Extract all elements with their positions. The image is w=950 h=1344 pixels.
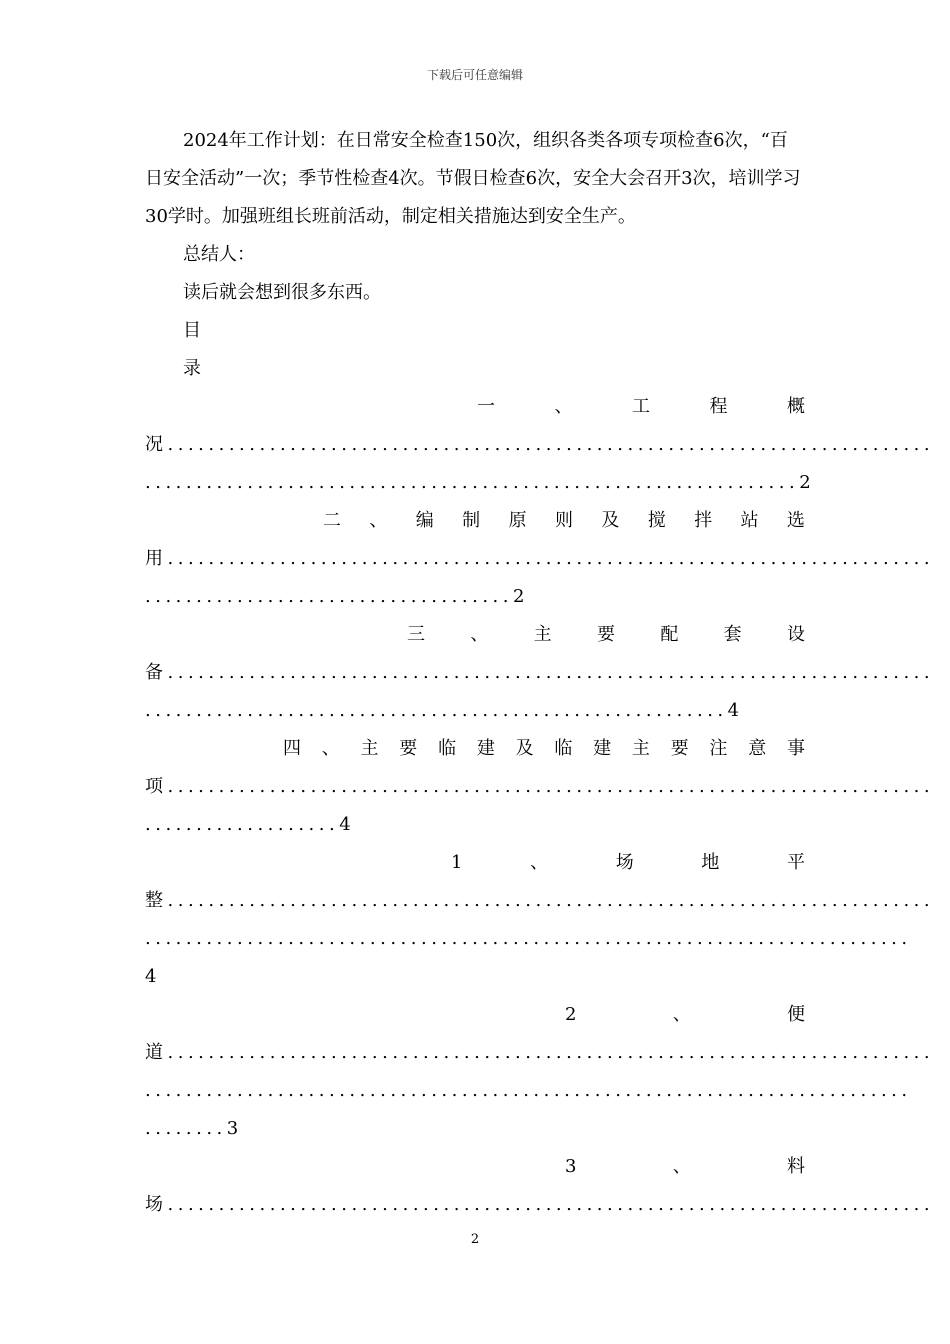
toc-leader: 道........................................................................... [145,1042,935,1063]
toc-leader: 况........................................................................... [145,434,935,455]
toc-leader: ........3 [145,1118,243,1139]
toc-title: 二 、 编 制 原 则 及 搅 拌 站 选 [323,510,805,531]
toc-leader: 项........................................................................... [145,776,935,797]
toc-leader: ................................................................2 [145,472,816,493]
toc-leader: ...................4 [145,814,356,835]
plan-paragraph: 2024年工作计划：在日常安全检查150次，组织各类各项专项检查6次，“百日安全活动”一次；季节性检查4次。节假日检查6次，安全大会召开3次，培训学习30学时。加强班组长班前活动，制定相关措施达到安全生产。 [145,130,801,227]
toc-entry-6 [145,996,935,1148]
toc-title: 3 、 料 [565,1156,805,1177]
toc-leader: 备........................................................................... [145,662,935,683]
toc-leader: 用........................................................................... [145,548,935,569]
toc-entry-1 [145,388,935,502]
toc-title: 四 、 主 要 临 建 及 临 建 主 要 注 意 事 [283,738,805,759]
toc-entry-2 [145,502,935,616]
toc-leader: ....................................2 [145,586,529,607]
toc-title: 一 、 工 程 概 [477,396,805,417]
toc-heading-char-1: 目 [183,320,201,341]
toc-title: 2 、 便 [565,1004,805,1025]
toc-leader: ........................................................................... [145,1080,912,1101]
toc-leader: .........................................................4 [145,700,744,721]
reflection-text: 读后就会想到很多东西。 [183,282,381,303]
document-body [145,122,935,1224]
toc-leader: 整........................................................................... [145,890,935,911]
page-number: 2 [470,1232,480,1247]
toc-entry-3 [145,616,935,730]
summary-label: 总结人： [183,244,255,265]
toc-entry-4 [145,730,935,844]
page-header: 下载后可任意编辑 [426,68,523,82]
toc-page-number: 4 [145,966,161,987]
toc-leader: 场........................................................................... [145,1194,935,1215]
toc-entry-5 [145,844,935,996]
toc-title: 1 、 场 地 平 [451,852,805,873]
toc-heading-char-2: 录 [183,358,201,379]
toc-leader: ........................................................................... [145,928,912,949]
toc-title: 三 、 主 要 配 套 设 [407,624,805,645]
toc-entry-7 [145,1148,935,1224]
